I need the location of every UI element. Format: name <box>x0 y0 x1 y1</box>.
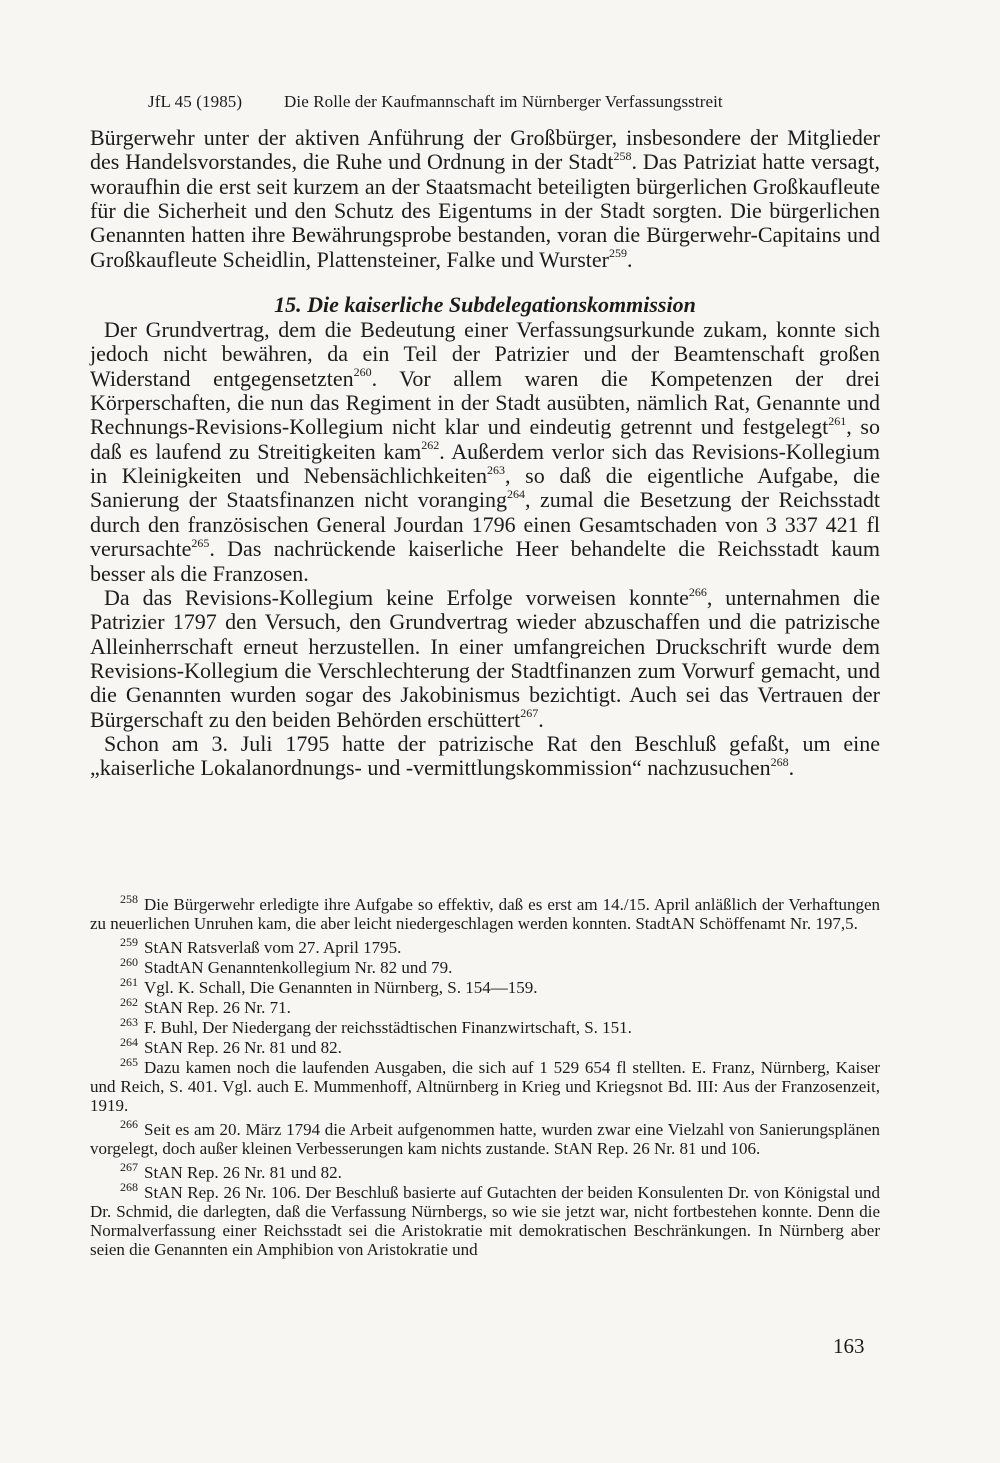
footnote-ref: 261 <box>828 414 847 429</box>
text-run: . Außerdem verlor sich das Revisions-Kollegium in Kleinigkeiten und Nebensächlichkeiten <box>90 438 881 489</box>
footnote <box>90 955 880 977</box>
journal-citation: JfL 45 (1985) <box>148 92 243 111</box>
footnote-ref: 264 <box>506 487 525 502</box>
footnote-ref: 259 <box>608 246 627 261</box>
footnote-text: Die Bürgerwehr erledigte ihre Aufgabe so effektiv, daß es erst am 14./15. April anläßlich der Verhaftungen zu neuerlichen Unruhen kam, die aber leicht niedergeschlagen werden konnten. StadtAN Schöffenamt Nr. 197,5. <box>90 895 880 933</box>
text-run: . <box>538 706 544 732</box>
footnote-number: 265 <box>120 1055 138 1070</box>
footnote <box>90 1160 880 1182</box>
footnote-number: 261 <box>120 975 138 990</box>
article-title: Die Rolle der Kaufmannschaft im Nürnberger Verfassungsstreit <box>284 92 723 111</box>
footnote-text: StAN Rep. 26 Nr. 106. Der Beschluß basierte auf Gutachten der beiden Konsulenten Dr. von Königstal und Dr. Schmid, die darlegten, daß die Verfassung Nürnbergs, so wie sie jetzt war, nicht fortbestehen konnte. Denn die Normalverfassung einer Reichsstadt sei die Aristokratie mit demokratischen Beschränkungen. In Nürnberg aber seien die Genannten ein Amphibion von Aristokratie und <box>90 1183 880 1259</box>
footnote <box>90 995 880 1017</box>
footnote-number: 262 <box>120 995 138 1010</box>
footnote-number: 267 <box>120 1160 138 1175</box>
text-run: , so daß es laufend zu Streitigkeiten kam <box>90 414 880 464</box>
text-run: , zumal die Besetzung der Reichsstadt durch den französischen General Jourdan 1796 einen Gesamtschaden von 3 337 421 fl verursachte <box>90 487 880 562</box>
text-run: . <box>788 755 795 781</box>
footnote-ref: 266 <box>688 584 707 599</box>
footnote-ref: 262 <box>421 438 440 453</box>
footnote <box>90 1035 880 1057</box>
footnote-text: StAN Rep. 26 Nr. 81 und 82. <box>144 1163 342 1182</box>
running-header <box>148 92 882 112</box>
footnote-text: F. Buhl, Der Niedergang der reichsstädtischen Finanzwirtschaft, S. 151. <box>144 1018 632 1037</box>
footnote <box>90 1015 880 1037</box>
footnote-number: 260 <box>120 955 138 970</box>
paragraph <box>90 318 880 586</box>
footnote-ref: 268 <box>770 754 789 769</box>
footnote-text: StAN Rep. 26 Nr. 81 und 82. <box>144 1038 342 1057</box>
text-run: , so daß die eigentliche Aufgabe, die Sanierung der Staatsfinanzen nicht voranging <box>90 463 880 513</box>
text-run: , unternahmen die Patrizier 1797 den Versuch, den Grundvertrag wieder abzuschaffen und die patrizische Alleinherrschaft erneut herzustellen. In einer umfangreichen Druckschrift wurde dem Revisions-Kollegium die Verschlechterung der Stadtfinanzen zum Vorwurf gemacht, und die Genannten wurden sogar des Jakobinismus bezichtigt. Auch sei das Vertrauen der Bürgerschaft zu den beiden Behörden erschüttert <box>90 584 880 732</box>
section-heading: 15. Die kaiserliche Subdelegationskommission <box>274 292 696 318</box>
footnote-number: 258 <box>120 892 138 907</box>
footnote-text: Vgl. K. Schall, Die Genannten in Nürnberg, S. 154—159. <box>144 978 538 997</box>
footnote-number: 263 <box>120 1015 138 1030</box>
footnote-ref: 263 <box>487 462 506 477</box>
paragraph <box>90 126 880 272</box>
footnote <box>90 1180 880 1259</box>
text-run: Da das Revisions-Kollegium keine Erfolge vorweisen konnte <box>104 584 689 610</box>
text-run: Bürgerwehr unter der aktiven Anführung der Großbürger, insbesondere der Mitglieder des Handelsvorstandes, die Ruhe und Ordnung in der Stadt <box>90 125 880 175</box>
page-number: 163 <box>833 1334 865 1358</box>
footnote <box>90 892 880 933</box>
text-run: . Das nachrückende kaiserliche Heer behandelte die Reichsstadt kaum besser als die Franzosen. <box>90 536 880 586</box>
text-run: . Vor allem waren die Kompetenzen der drei Körperschaften, die nun das Regiment in der Stadt ausübten, nämlich Rat, Genannte und Rechnungs-Revisions-Kollegium nicht klar und eindeutig getrennt und festgelegt <box>90 365 881 440</box>
text-run: . Das Patriziat hatte versagt, woraufhin die erst seit kurzem an der Staatsmacht beteiligten bürgerlichen Großkaufleute für die Sicherheit und den Schutz des Eigentums in der Stadt sorgten. Die bürgerlichen Genannten hatten ihre Bewährungsprobe bestanden, voran die Bürgerwehr-Capitains und Großkaufleute Scheidlin, Plattensteiner, Falke und Wurster <box>90 149 880 272</box>
footnote-text: StAN Rep. 26 Nr. 71. <box>144 998 291 1017</box>
footnote-ref: 265 <box>191 535 210 550</box>
footnote-number: 259 <box>120 935 138 950</box>
footnote <box>90 1117 880 1158</box>
footnote-ref: 260 <box>353 365 372 380</box>
footnote-number: 266 <box>120 1117 138 1132</box>
main-text <box>90 126 880 781</box>
footnote <box>90 1055 880 1115</box>
text-run: Der Grundvertrag, dem die Bedeutung einer Verfassungsurkunde zukam, konnte sich jedoch nicht bewähren, da ein Teil der Patrizier und der Beamtenschaft großen Widerstand entgegensetzten <box>90 317 880 391</box>
footnote-text: StAN Ratsverlaß vom 27. April 1795. <box>144 938 402 957</box>
footnotes <box>90 892 880 1260</box>
footnote-text: StadtAN Genanntenkollegium Nr. 82 und 79. <box>144 958 453 977</box>
paragraph <box>90 586 880 732</box>
footnote-number: 268 <box>120 1180 138 1195</box>
footnote-text: Dazu kamen noch die laufenden Ausgaben, die sich auf 1 529 654 fl stellten. E. Franz, Nürnberg, Kaiser und Reich, S. 401. Vgl. auch E. Mummenhoff, Altnürnberg in Krieg und Kriegsnot Bd. III: Aus der Franzosenzeit, 1919. <box>90 1058 880 1115</box>
footnote <box>90 935 880 957</box>
text-run: . <box>626 246 633 272</box>
footnote-text: Seit es am 20. März 1794 die Arbeit aufgenommen hatte, wurden zwar eine Vielzahl von Sanierungsplänen vorgelegt, doch außer kleinen Verbesserungen kam nichts zustande. StAN Rep. 26 Nr. 81 und 106. <box>90 1120 880 1158</box>
paragraph <box>90 732 880 781</box>
footnote-ref: 258 <box>613 149 632 164</box>
footnote-number: 264 <box>120 1035 138 1050</box>
footnote <box>90 975 880 997</box>
text-run: Schon am 3. Juli 1795 hatte der patrizische Rat den Beschluß gefaßt, um eine „kaiserliche Lokalanordnungs- und -vermittlungskommission“ nachzusuchen <box>90 730 880 781</box>
footnote-ref: 267 <box>520 706 539 721</box>
